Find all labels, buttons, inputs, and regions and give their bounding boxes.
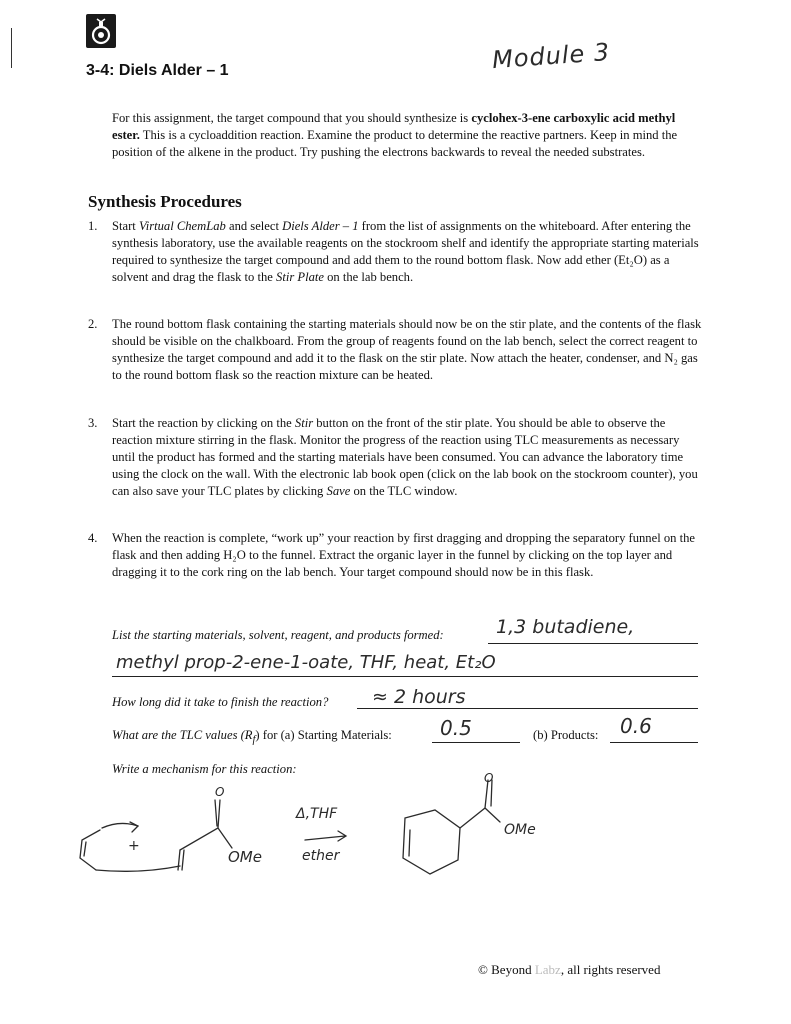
condition-bottom: ether [302,848,340,864]
question-starting-materials: List the starting materials, solvent, reagent, and products formed: [112,628,444,642]
answer-starting-materials-2: methyl prop-2-ene-1-oate, THF, heat, Et₂O [116,652,496,673]
mechanism-drawing [60,770,580,900]
section-title: Synthesis Procedures [88,192,242,211]
brand-labz: Labz [534,962,561,977]
answer-starting-materials-1: 1,3 butadiene, [496,616,635,638]
page-title: 3-4: Diels Alder – 1 [86,62,229,79]
step-4: 4. When the reaction is complete, “work up” your reaction by first dragging and dropping the separatory funnel on the flask and then adding H₂O to the funnel. Extract the organic layer in the funnel by clicking on the top layer and dragging it to the cork ring on the lab bench. Your target compound should now be in this flask. [88,531,695,579]
oxygen-right: O [484,771,494,785]
methyl-acrylate-structure [178,850,180,870]
step-3: 3. Start the reaction by clicking on the Stir button on the front of the stir plate. You should be able to observe the reaction mixture stirring in the flask. Monitor the progress of the reaction using TLC measurements as necessary until the product has formed and the starting materials have been consumed. You can advance the laboratory time using the clock on the wall. With the electronic lab book open (click on the lab book on the stockroom counter), you can also save your TLC plates by clicking Save on the TLC window. [88,416,698,498]
flask-logo-icon [86,14,116,48]
answer-line [112,676,698,677]
handwritten-module-note: Module 3 [491,37,612,75]
question-reaction-time: How long did it take to finish the reaction? [112,695,329,709]
reaction-arrow [305,836,345,840]
step-1: 1. Start Virtual ChemLab and select Diels Alder – 1 from the list of assignments on the whiteboard. After entering the synthesis laboratory, use the available reagents on the stockroom shelf and identify the appropriate starting materials required to synthesize the target compound and add them to the round bottom flask. Now add ether (Et₂O) as a solvent and drag the flask to the Stir Plate on the lab bench. [88,219,699,284]
condition-top: Δ,THF [296,806,338,822]
copyright-footer: © Beyond Labz, all rights reserved [478,962,661,977]
butadiene-structure [80,830,100,870]
step-2: 2. The round bottom flask containing the starting materials should now be on the stir plate, and the contents of the flask should be visible on the chalkboard. From the group of reagents found on the lab bench, select the correct reagent to synthesize the target compound and add it to the flask on the stir plate. Now attach the heater, condenser, and N₂ gas to the round bottom flask so the reaction mixture can be heated. [88,317,702,382]
answer-line [488,643,698,644]
mechanism-plus: + [128,838,140,854]
answer-tlc-starting: 0.5 [440,716,472,740]
answer-line [610,742,698,743]
target-compound: cyclohex-3-ene carboxylic acid methyl ester. [112,111,676,142]
scan-margin-line [11,28,12,68]
answer-line [432,742,520,743]
answer-reaction-time: ≈ 2 hours [372,686,466,708]
answer-tlc-products: 0.6 [620,714,652,738]
ome-left: OMe [228,848,262,866]
intro-paragraph: For this assignment, the target compound that you should synthesize is cyclohex-3-ene carboxylic acid methyl ester. This is a cycloaddition reaction. Examine the product to determine the reactive partners. Keep in mind the position of the alkene in the product. Try pushing the electrons backwards to reveal the needed substrates. [112,111,678,159]
oxygen-left: O [215,785,225,799]
cyclohexene-product [403,810,460,874]
answer-line [357,708,698,709]
label-products: (b) Products: [533,728,599,742]
ome-right: OMe [504,822,536,838]
question-mechanism: Write a mechanism for this reaction: [112,762,297,776]
question-tlc-values: What are the TLC values $(R_f)$ for (a) Starting Materials: [112,728,392,746]
